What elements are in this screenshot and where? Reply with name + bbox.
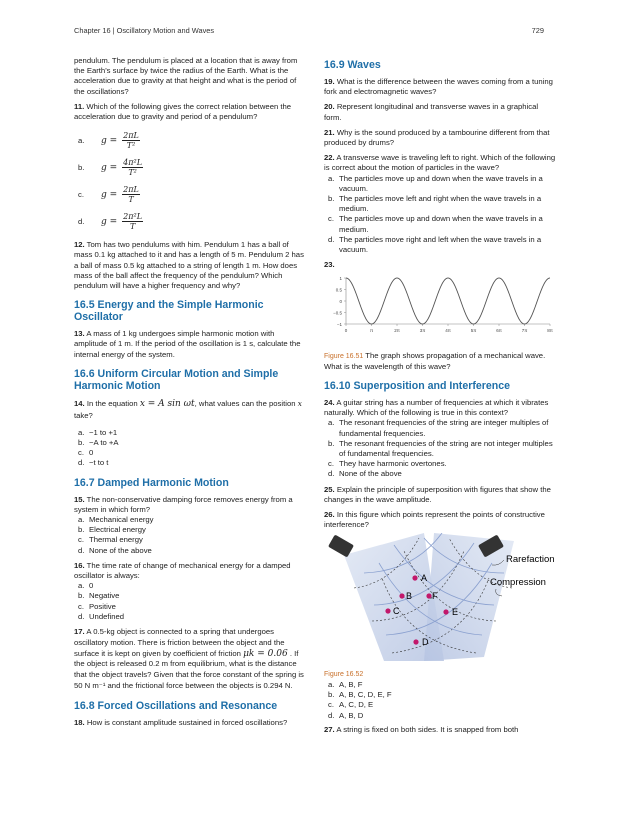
question-16-options	[74, 581, 306, 622]
y-tick-label: 0.5	[335, 287, 342, 293]
wave-chart	[324, 272, 556, 334]
x-tick-label: 7π	[521, 328, 528, 334]
option-c: c. The particles move up and down when the wave travels in a medium.	[328, 214, 543, 234]
option-a: a. Mechanical energy	[78, 515, 154, 525]
section-heading-16-9: 16.9 Waves	[324, 59, 381, 71]
option-b: b. The particles move left and right when the wave travels in a medium.	[328, 194, 542, 214]
equation: x = A sin ωt	[139, 398, 195, 409]
point-b-label: B	[406, 590, 413, 601]
option-c: c. They have harmonic overtones.	[328, 459, 447, 469]
question-26-options	[324, 680, 556, 721]
compression-label: Compression	[490, 576, 546, 588]
chapter-title: Chapter 16 | Oscillatory Motion and Waves	[74, 26, 215, 35]
question-20: 20. Represent longitudinal and transverse waves in a graphical form.	[324, 102, 539, 122]
option-b: b. g = $\frac{\text{4π²L}}{\text{T²}}$	[78, 158, 143, 178]
point-e-label: E	[452, 606, 459, 617]
x-tick-label: 3π	[419, 328, 426, 334]
point-a-label: A	[421, 572, 428, 583]
interference-figure	[324, 533, 556, 663]
section-heading-16-8: 16.8 Forced Oscillations and Resonance	[74, 699, 278, 712]
point-a	[412, 575, 417, 580]
y-tick-label: −0.5	[333, 310, 342, 316]
question-16: 16. The time rate of change of mechanical energy for a damped oscillator is always:	[74, 560, 291, 581]
right-column	[324, 56, 556, 740]
continued-question-text: pendulum. The pendulum is placed at a location that is away from the Earth's surface by twice the radius of the Earth. What is the acceleration due to gravity at that height and what is the period of the oscillations?	[74, 56, 298, 96]
question-24-options	[324, 418, 556, 479]
x-tick-label: 8π	[547, 328, 553, 334]
page-header	[74, 26, 544, 35]
rarefaction-label: Rarefaction	[506, 553, 555, 565]
x-tick-label: π	[369, 328, 374, 334]
section-heading-16-10: 16.10 Superposition and Interference	[324, 380, 511, 393]
figure-16-52-caption: Figure 16.52	[324, 670, 364, 678]
question-19: 19. What is the difference between the waves coming from a tuning fork and electromagnetic waves?	[324, 77, 553, 97]
x-tick-label: 2π	[394, 328, 400, 334]
option-a: a. g = $\frac{2\pi L}{\text{T²}}$	[78, 131, 139, 151]
x-tick-label: 5π	[470, 328, 477, 334]
option-b: b. Negative	[78, 591, 120, 601]
question-13: 13. A mass of 1 kg undergoes simple harmonic motion with amplitude of 1 m. If the period of the oscillation is 1 s, calculate the internal energy of the system.	[74, 329, 301, 359]
point-f	[426, 593, 431, 598]
point-b	[399, 593, 404, 598]
option-a: a. −1 to +1	[78, 427, 118, 437]
option-d: d. −t to t	[78, 458, 109, 468]
option-b: b. The resonant frequencies of the string are not integer multiples of fundamental frequencies.	[328, 438, 553, 459]
point-c	[385, 608, 390, 613]
question-27: 27. A string is fixed on both sides. It is snapped from both	[324, 724, 519, 734]
section-heading-16-6: 16.6 Uniform Circular Motion and Simple Harmonic Motion	[74, 367, 279, 392]
point-f-label: F	[432, 590, 438, 601]
option-c: c. g = $\frac{2\pi L}{T}$	[78, 185, 139, 205]
option-a: a. The resonant frequencies of the string are integer multiples of fundamental frequencies.	[328, 418, 549, 438]
option-c: c. Thermal energy	[78, 535, 143, 545]
equation: μk = 0.06	[243, 648, 288, 659]
option-d: d. The particles move right and left when the wave travels in a vacuum.	[328, 234, 542, 255]
question-26: 26. In this figure which points represent the points of constructive interference?	[324, 510, 545, 530]
question-17: 17. A 0.5-kg object is connected to a spring that undergoes oscillatory motion. There is friction between the object and the surface it is kept on given by coefficient of friction μk = 0.06 . If the object is released 0.2 m from equilibrium, what is the distance that the object travels? Given that the force constant of the spring is 50 N m⁻¹ and the frictional force between the objects is 0.294 N.	[74, 627, 304, 691]
question-24: 24. A guitar string has a number of frequencies at which it vibrates naturally. Which of the following is true in this context?	[324, 398, 549, 418]
option-d: d. g = $\frac{\text{2π²L}}{T}$	[78, 212, 143, 232]
question-11	[74, 102, 306, 122]
option-c: c. A, C, D, E	[328, 700, 374, 710]
section-heading-16-5: 16.5 Energy and the Simple Harmonic Oscillator	[74, 299, 264, 324]
option-b: b. A, B, C, D, E, F	[328, 690, 392, 700]
option-c: c. 0	[78, 448, 94, 458]
question-14-options	[74, 428, 306, 469]
option-d: d. None of the above	[328, 469, 402, 479]
y-tick-label: 0	[339, 299, 342, 305]
point-d-label: D	[422, 636, 429, 647]
question-number: 11.	[74, 101, 85, 111]
x-tick-label: 0	[344, 328, 348, 334]
question-23: 23.	[324, 260, 335, 270]
section-heading-16-7: 16.7 Damped Harmonic Motion	[74, 476, 229, 489]
y-tick-label: −1	[336, 322, 342, 328]
question-18: 18. How is constant amplitude sustained in forced oscillations?	[74, 717, 288, 727]
question-11-options	[74, 127, 306, 235]
wave-series-line	[346, 278, 550, 324]
option-d: d. A, B, D	[328, 710, 364, 720]
option-b: b. Electrical energy	[78, 525, 146, 535]
point-c-label: C	[393, 605, 400, 616]
point-e	[443, 609, 448, 614]
figure-16-51-caption: Figure 16.51 The graph shows propagation of a mechanical wave. What is the wavelength of this wave?	[324, 350, 546, 371]
option-a: a. A, B, F	[328, 679, 363, 689]
y-tick-label: 1	[339, 276, 342, 282]
x-tick-label: 6π	[496, 328, 502, 334]
page-number: 729	[531, 26, 544, 35]
question-text: Which of the following gives the correct relation between the acceleration due to gravity and period of a pendulum?	[74, 101, 292, 122]
question-14: 14. In the equation x = A sin ωt, what values can the position x take?	[74, 398, 302, 421]
option-c: c. Positive	[78, 601, 116, 611]
option-a: a. The particles move up and down when the wave travels in a vacuum.	[328, 173, 543, 193]
question-15: 15. The non-conservative damping force removes energy from a system in which form?	[74, 494, 293, 514]
question-22-options	[324, 174, 556, 256]
question-12: 12. Tom has two pendulums with him. Pendulum 1 has a ball of mass 0.1 kg attached to it and has a length of 5 m. Pendulum 2 has a ball of mass 0.5 kg attached to a string of length 1 m. How does mass of the ball affect the frequency of the pendulum? Which pendulum will have a higher frequency and why?	[74, 240, 304, 291]
left-column	[74, 56, 306, 733]
point-d	[413, 639, 418, 644]
question-22: 22. A transverse wave is traveling left to right. Which of the following is correct about the motion of particles in the wave?	[324, 153, 556, 173]
option-b: b. −A to +A	[78, 438, 119, 448]
question-25: 25. Explain the principle of superposition with figures that show the changes in the wave amplitude.	[324, 484, 551, 504]
option-d: d. None of the above	[78, 545, 152, 555]
option-d: d. Undefined	[78, 611, 125, 621]
question-21: 21. Why is the sound produced by a tambourine different from that produced by drums?	[324, 127, 550, 148]
x-tick-label: 4π	[445, 328, 451, 334]
question-15-options	[74, 515, 306, 556]
option-a: a. 0	[78, 581, 94, 591]
